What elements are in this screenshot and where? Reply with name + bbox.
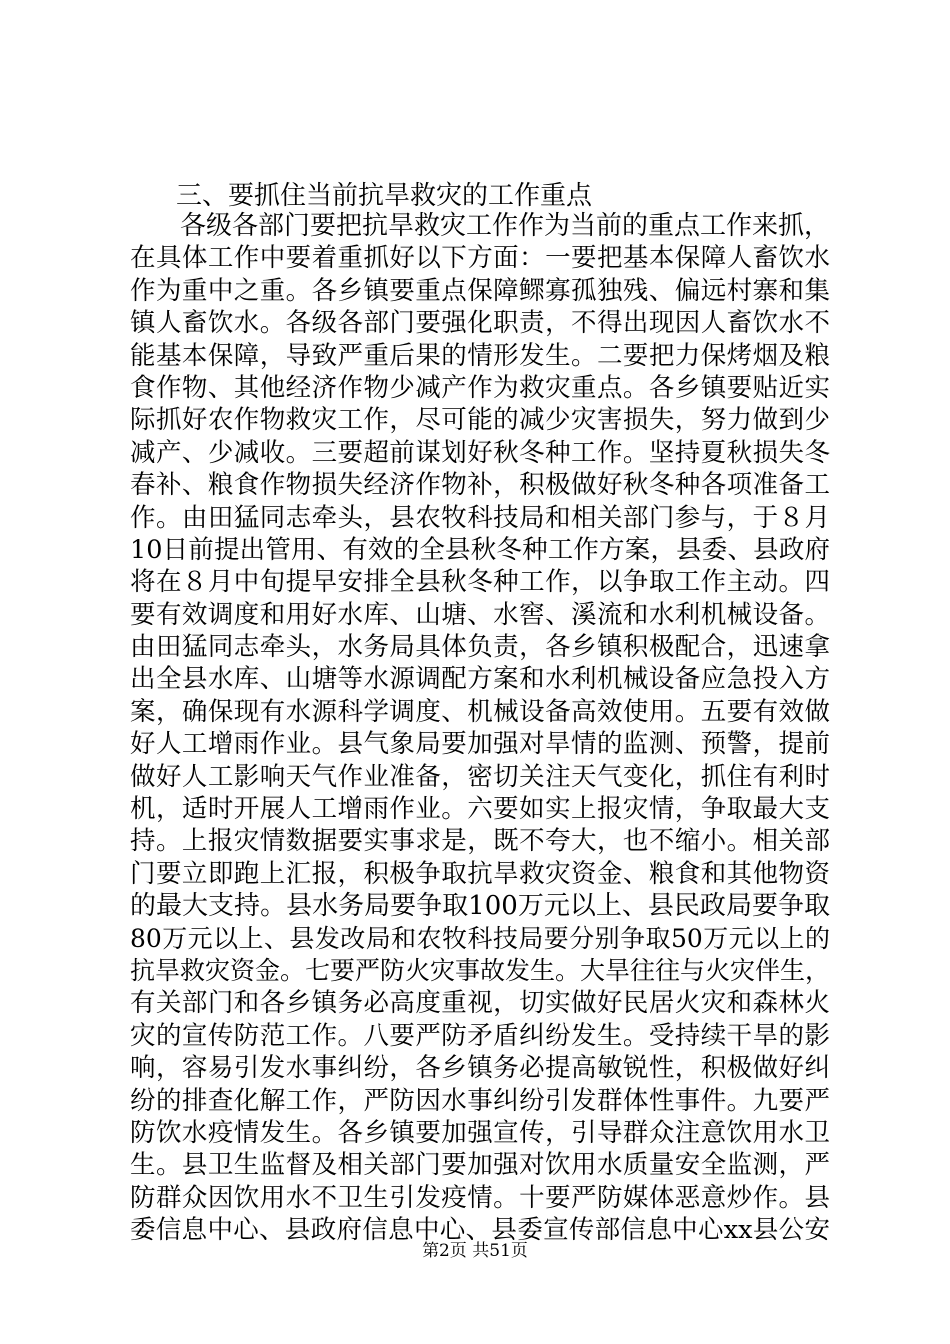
paragraph-line: 80万元以上、县发改局和农牧科技局要分别争取50万元以上的: [130, 923, 830, 953]
paragraph-line: 作。由田猛同志牵头，县农牧科技局和相关部门参与，于８月: [130, 502, 830, 533]
paragraph-line: 响，容易引发水事纠纷，各乡镇务必提高敏锐性，积极做好纠: [130, 1053, 830, 1084]
paragraph-line: 防饮水疫情发生。各乡镇要加强宣传，引导群众注意饮用水卫: [130, 1117, 830, 1148]
paragraph-line: 防群众因饮用水不卫生引发疫情。十要严防媒体恶意炒作。县: [130, 1182, 830, 1213]
paragraph-line: 出全县水库、山塘等水源调配方案和水利机械设备应急投入方: [130, 664, 830, 695]
paragraph-line: 的最大支持。县水务局要争取100万元以上、县民政局要争取: [130, 891, 830, 922]
paragraph-line: 做好人工影响天气作业准备，密切关注天气变化，抓住有利时: [130, 761, 830, 792]
paragraph-line: 10日前提出管用、有效的全县秋冬种工作方案，县委、县政府: [130, 534, 830, 565]
paragraph-line: 在具体工作中要着重抓好以下方面：一要把基本保障人畜饮水: [130, 243, 830, 274]
paragraph-line: 持。上报灾情数据要实事求是，既不夸大，也不缩小。相关部: [130, 826, 830, 857]
paragraph-line: 灾的宣传防范工作。八要严防矛盾纠纷发生。受持续干旱的影: [130, 1020, 830, 1051]
paragraph-line: 减产、少减收。三要超前谋划好秋冬种工作。坚持夏秋损失冬: [130, 437, 830, 468]
paragraph-line: 纷的排查化解工作，严防因水事纠纷引发群体性事件。九要严: [130, 1085, 830, 1116]
paragraph-line: 际抓好农作物救灾工作，尽可能的减少灾害损失，努力做到少: [130, 405, 830, 436]
paragraph-line: 食作物、其他经济作物少减产作为救灾重点。各乡镇要贴近实: [130, 372, 830, 403]
paragraph-line: 将在８月中旬提早安排全县秋冬种工作，以争取工作主动。四: [130, 567, 830, 598]
paragraph-line: 门要立即跑上汇报，积极争取抗旱救灾资金、粮食和其他物资: [130, 858, 830, 889]
paragraph-line: 作为重中之重。各乡镇要重点保障鳏寡孤独残、偏远村寨和集: [130, 275, 830, 306]
paragraph-line: 有关部门和各乡镇务必高度重视，切实做好民居火灾和森林火: [130, 988, 830, 1019]
paragraph-line: 机，适时开展人工增雨作业。六要如实上报灾情，争取最大支: [130, 794, 830, 825]
paragraph-line: 各级各部门要把抗旱救灾工作作为当前的重点工作来抓，: [180, 211, 831, 241]
paragraph-line: 抗旱救灾资金。七要严防火灾事故发生。大旱往往与火灾伴生，: [130, 955, 831, 985]
paragraph-line: 春补、粮食作物损失经济作物补，积极做好秋冬种各项准备工: [130, 470, 830, 501]
paragraph-line: 案，确保现有水源科学调度、机械设备高效使用。五要有效做: [130, 696, 830, 727]
paragraph-line: 要有效调度和用好水库、山塘、水窖、溪流和水利机械设备。: [130, 599, 830, 630]
paragraph-line: 好人工增雨作业。县气象局要加强对旱情的监测、预警，提前: [130, 729, 830, 760]
body-paragraph: [130, 210, 830, 1247]
paragraph-line: 由田猛同志牵头，水务局具体负责，各乡镇积极配合，迅速拿: [130, 632, 830, 663]
paragraph-line: 镇人畜饮水。各级各部门要强化职责，不得出现因人畜饮水不: [130, 308, 830, 339]
paragraph-line: 能基本保障，导致严重后果的情形发生。二要把力保烤烟及粮: [130, 340, 830, 371]
paragraph-line: 委信息中心、县政府信息中心、县委宣传部信息中心xx县公安: [130, 1215, 830, 1246]
section-heading: 三、要抓住当前抗旱救灾的工作重点: [176, 181, 593, 211]
page-number-footer: 第2页 共51页: [422, 1241, 528, 1261]
paragraph-line: 生。县卫生监督及相关部门要加强对饮用水质量安全监测，严: [130, 1150, 830, 1181]
